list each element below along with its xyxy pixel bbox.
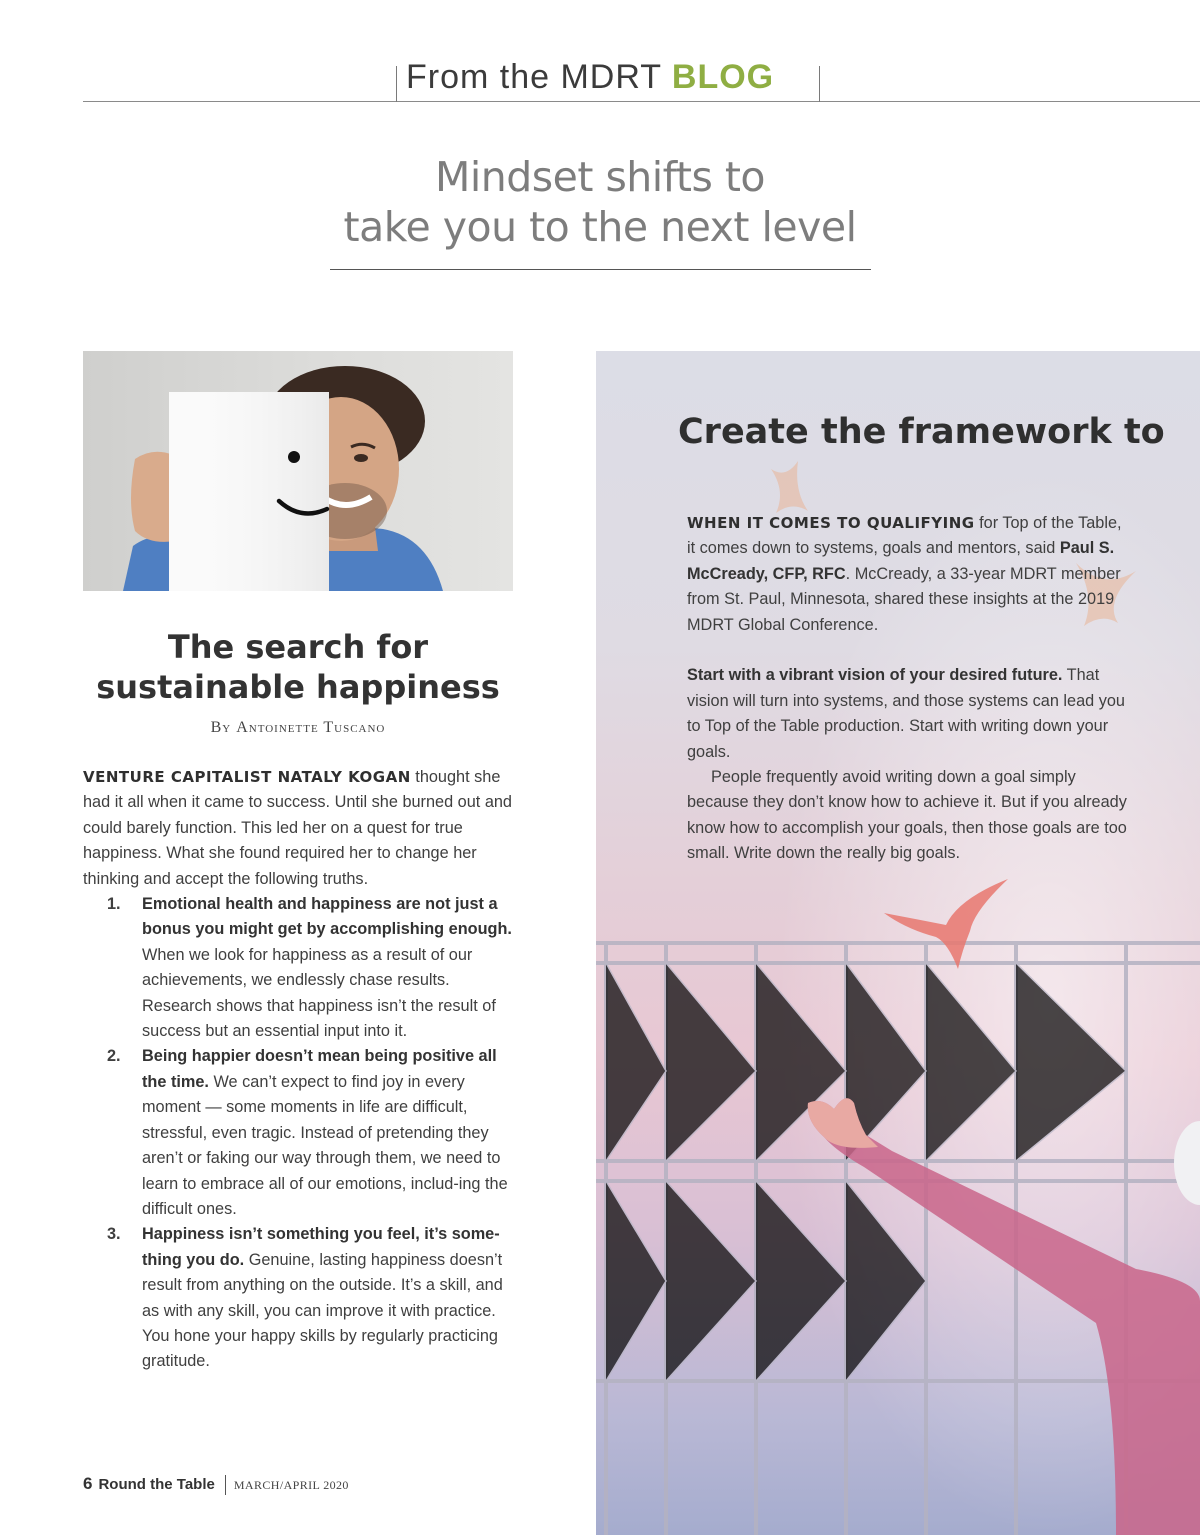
headline-line-2: take you to the next level (343, 203, 857, 251)
right-paragraph-1 (687, 511, 1127, 638)
right-article-body (687, 511, 1127, 867)
list-item-heading: Emotional health and happiness are not just a bonus you might get by accomplishing enough. (142, 895, 512, 939)
list-item-heading: Happiness isn’t something you feel, it’s some-thing you do. (142, 1225, 500, 1269)
left-article-body (83, 765, 523, 1375)
section-header-highlight: BLOG (671, 58, 775, 96)
byline-author: Antoinette Tuscano (236, 719, 386, 736)
headline-rule (330, 269, 871, 270)
right-lead-in: WHEN IT COMES TO QUALIFYING (687, 514, 975, 532)
right-paragraph-3: People frequently avoid writing down a goal simply because they don’t know how to achieve it. But if you already know how to accomplish your goals, then those goals are too small. Write down the really big goals. (687, 768, 1127, 863)
page-headline (300, 152, 900, 252)
left-title-line-1: The search for (167, 628, 429, 666)
right-article-title: Create the framework to (678, 412, 1165, 452)
article-photo-man-with-smiley (83, 351, 513, 591)
left-intro-text: thought she had it all when it came to success. Until she burned out and could barely function. This led her on a quest for true happiness. What she found required her to change her thinking and accept the following truths. (83, 768, 512, 888)
footer-divider (225, 1475, 226, 1495)
list-item-text: Genuine, lasting happiness doesn’t result from anything on the outside. It’s a skill, and as with any skill, you can improve it with practice. You hone your happy skills by regularly practicing gratitude. (142, 1250, 503, 1371)
header-divider-left (396, 66, 397, 102)
left-article-title (83, 627, 513, 707)
right-p2-text: That vision will turn into systems, and those systems can lead you to Top of the Table production. Start with writing down your goals. (687, 666, 1125, 761)
byline (83, 719, 513, 737)
magazine-name: Round the Table (98, 1476, 215, 1493)
list-item-heading: Being happier doesn’t mean being positive all the time. (142, 1047, 497, 1091)
right-p1-text-b: . McCready, a 33-year MDRT member from St. Paul, Minnesota, shared these insights at the 2019 MDRT Global Conference. (687, 564, 1121, 634)
right-p2-heading: Start with a vibrant vision of your desired future. (687, 666, 1063, 685)
left-title-line-2: sustainable happiness (96, 668, 500, 706)
left-intro-paragraph (83, 765, 523, 892)
right-paragraph-2 (687, 663, 1127, 765)
speaker-name: Paul S. McCready, CFP, RFC (687, 539, 1115, 583)
truths-list (83, 892, 523, 1375)
right-p1-text-a: for Top of the Table, it comes down to systems, goals and mentors, said (687, 514, 1122, 558)
list-item-number: 1. (107, 895, 121, 914)
page-footer (83, 1474, 349, 1498)
byline-by: By (210, 719, 232, 736)
list-item (83, 1222, 523, 1374)
issue-date: MARCH/APRIL 2020 (233, 1478, 349, 1492)
section-header (406, 58, 816, 97)
header-divider-right (819, 66, 820, 102)
header-rule (83, 101, 1200, 102)
list-item (83, 892, 523, 1044)
headline-line-1: Mindset shifts to (434, 153, 766, 201)
section-header-prefix: From the MDRT (406, 58, 672, 96)
list-item-text: When we look for happiness as a result of our achievements, we endlessly chase results. Research shows that happiness isn’t the result of success but an essential input into it. (142, 945, 496, 1041)
list-item-number: 3. (107, 1225, 121, 1244)
list-item-number: 2. (107, 1047, 121, 1066)
list-item (83, 1044, 523, 1222)
paragraph-spacer (687, 638, 1127, 663)
left-lead-in: VENTURE CAPITALIST NATALY KOGAN (83, 768, 411, 786)
page-number: 6 (83, 1474, 93, 1493)
list-item-text: We can’t expect to find joy in every moment — some moments in life are difficult, stressful, even tragic. Instead of pretending they aren’t or faking our way through them, we need to learn to embrace all of our emotions, includ-ing the difficult ones. (142, 1072, 508, 1218)
